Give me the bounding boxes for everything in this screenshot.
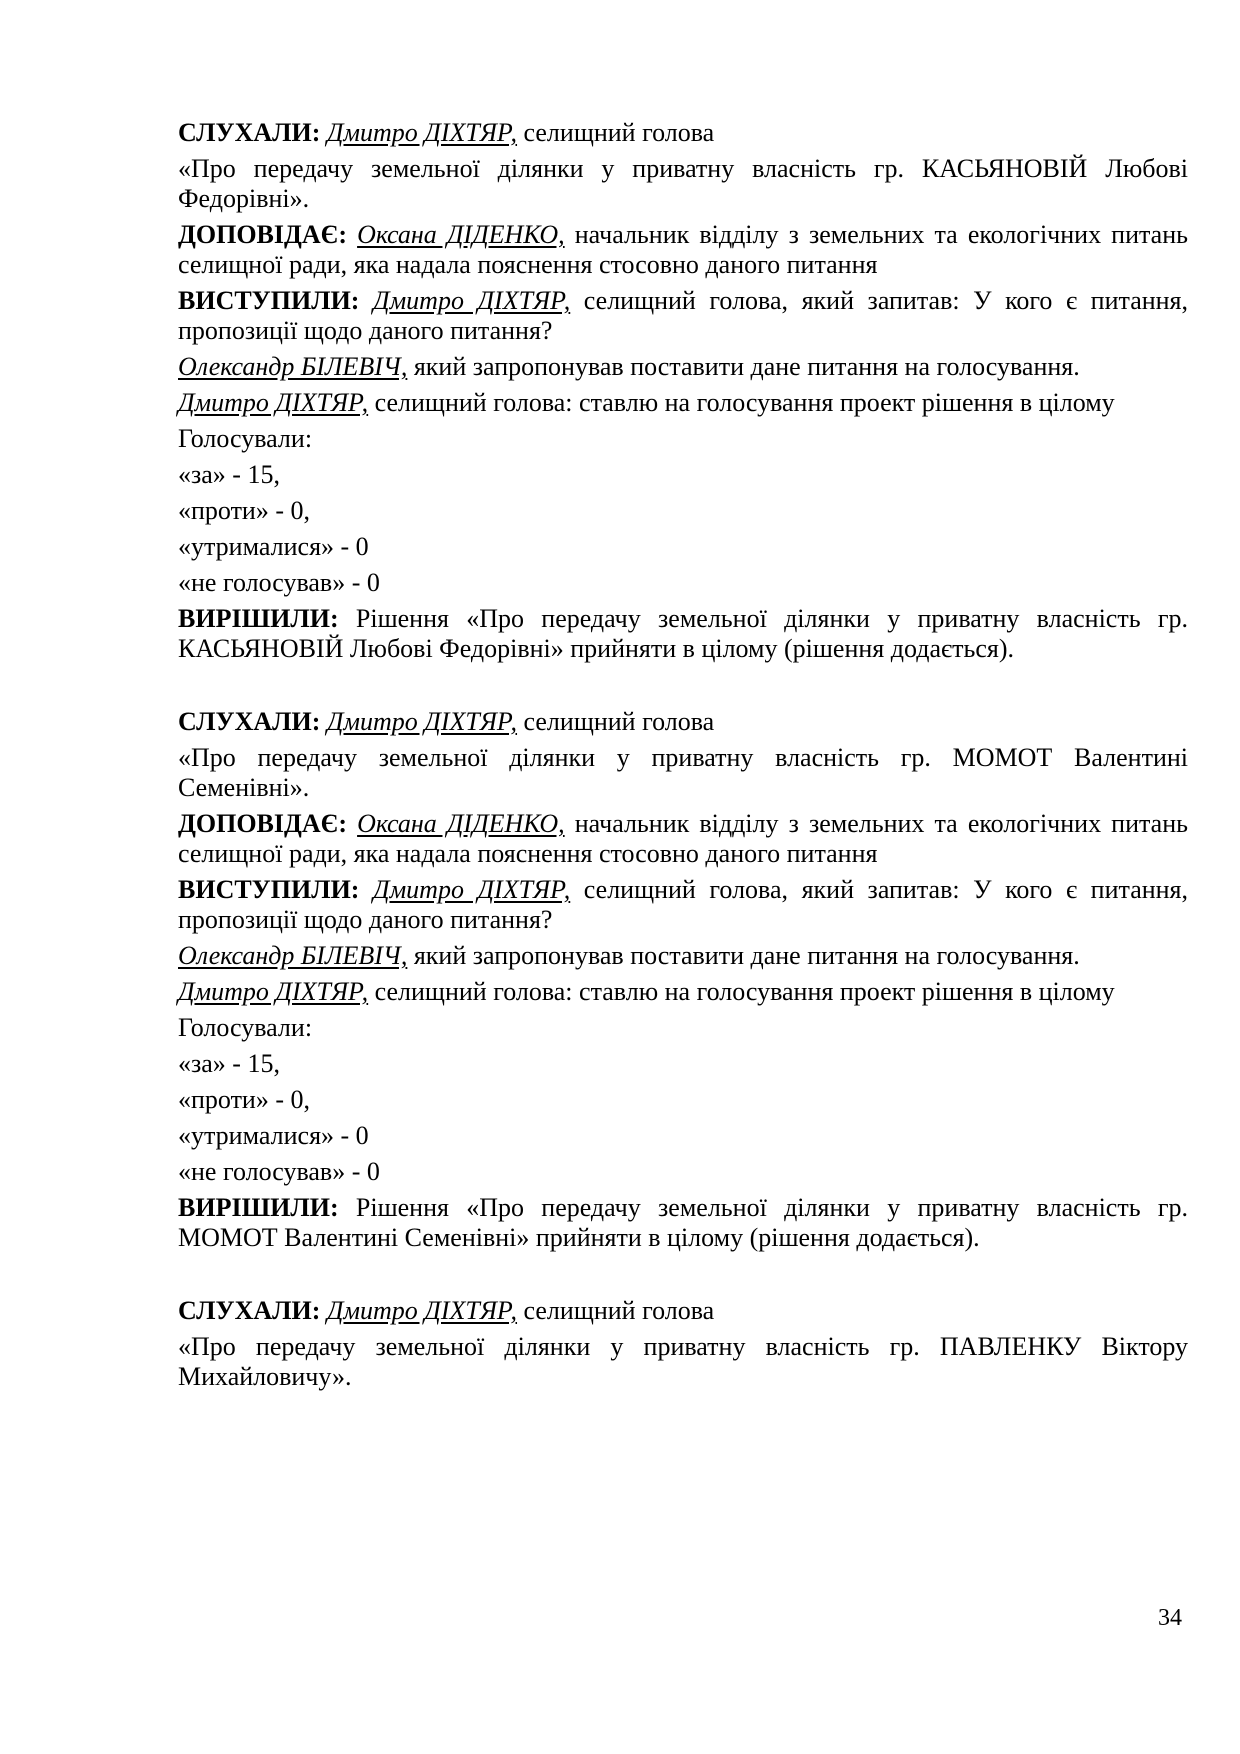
heard-line [178,1296,1188,1326]
spoke-label: ВИСТУПИЛИ: [178,875,360,904]
agenda-item-1 [178,118,1188,664]
agenda-topic: «Про передачу земельної ділянки у приватну власність гр. ПАВЛЕНКУ Віктору Михайловичу». [178,1332,1188,1391]
proposal-line [178,941,1188,971]
decision-text: Рішення «Про передачу земельної ділянки у приватну власність гр. КАСЬЯНОВІЙ Любові Федорівні» прийняти в цілому (рішення додається). [178,604,1189,663]
proposal-line [178,352,1188,382]
proposal-text: який запропонував поставити дане питання на голосування. [413,941,1080,970]
speaker-name: Дмитро ДІХТЯР, [178,388,369,417]
heard-line [178,118,1188,148]
decision-text: Рішення «Про передачу земельної ділянки у приватну власність гр. МОМОТ Валентині Семенівні» прийняти в цілому (рішення додається). [178,1193,1189,1252]
voting-label: Голосували: [178,424,313,453]
vote-call-text: селищний голова: ставлю на голосування проект рішення в цілому [374,388,1115,417]
decision-line [178,604,1188,664]
proposer-name: Олександр БІЛЕВІЧ, [178,941,408,970]
speaker-role: селищний голова [523,707,715,736]
speaker-name: Дмитро ДІХТЯР, [326,118,518,147]
speaker-role: селищний голова [523,1296,715,1325]
votes-abstained: «утрималися» - 0 [178,1121,369,1150]
vote-call-line [178,388,1188,418]
votes-against: «проти» - 0, [178,1085,311,1114]
proposal-text: який запропонував поставити дане питання на голосування. [413,352,1080,381]
heard-label: СЛУХАЛИ: [178,707,321,736]
vote-call-line [178,977,1188,1007]
speaker-role: селищний голова [523,118,715,147]
votes-not-voted: «не голосував» - 0 [178,568,380,597]
spoke-label: ВИСТУПИЛИ: [178,286,360,315]
reporter-name: Оксана ДІДЕНКО, [357,809,565,838]
votes-for: «за» - 15, [178,1049,280,1078]
votes-abstained: «утрималися» - 0 [178,532,369,561]
spoke-text: селищний голова, який запитав: У кого є питання, пропозиції щодо даного питання? [178,875,1189,934]
speaker-name: Дмитро ДІХТЯР, [326,1296,518,1325]
agenda-topic: «Про передачу земельної ділянки у приватну власність гр. МОМОТ Валентині Семенівні». [178,743,1188,802]
speaker-name: Дмитро ДІХТЯР, [326,707,518,736]
heard-label: СЛУХАЛИ: [178,118,321,147]
spoke-text: селищний голова, який запитав: У кого є питання, пропозиції щодо даного питання? [178,286,1189,345]
heard-line [178,707,1188,737]
speaker-name: Дмитро ДІХТЯР, [373,875,571,904]
spoke-line [178,286,1188,346]
voting-label: Голосували: [178,1013,313,1042]
agenda-item-3 [178,1296,1188,1392]
decided-label: ВИРІШИЛИ: [178,1193,339,1222]
report-line [178,220,1188,280]
report-label: ДОПОВІДАЄ: [178,809,347,838]
votes-not-voted: «не голосував» - 0 [178,1157,380,1186]
decision-line [178,1193,1188,1253]
report-line [178,809,1188,869]
agenda-item-2 [178,707,1188,1253]
agenda-topic: «Про передачу земельної ділянки у приватну власність гр. КАСЬЯНОВІЙ Любові Федорівні». [178,154,1188,213]
document-page [178,118,1188,1398]
vote-call-text: селищний голова: ставлю на голосування проект рішення в цілому [374,977,1115,1006]
speaker-name: Дмитро ДІХТЯР, [373,286,571,315]
report-label: ДОПОВІДАЄ: [178,220,347,249]
speaker-name: Дмитро ДІХТЯР, [178,977,369,1006]
report-text: начальник відділу з земельних та екологічних питань селищної ради, яка надала пояснення стосовно даного питання [178,220,1188,279]
decided-label: ВИРІШИЛИ: [178,604,339,633]
report-text: начальник відділу з земельних та екологічних питань селищної ради, яка надала пояснення стосовно даного питання [178,809,1188,868]
spoke-line [178,875,1188,935]
votes-for: «за» - 15, [178,460,280,489]
votes-against: «проти» - 0, [178,496,311,525]
reporter-name: Оксана ДІДЕНКО, [357,220,565,249]
proposer-name: Олександр БІЛЕВІЧ, [178,352,408,381]
heard-label: СЛУХАЛИ: [178,1296,321,1325]
page-number: 34 [1158,1605,1182,1631]
